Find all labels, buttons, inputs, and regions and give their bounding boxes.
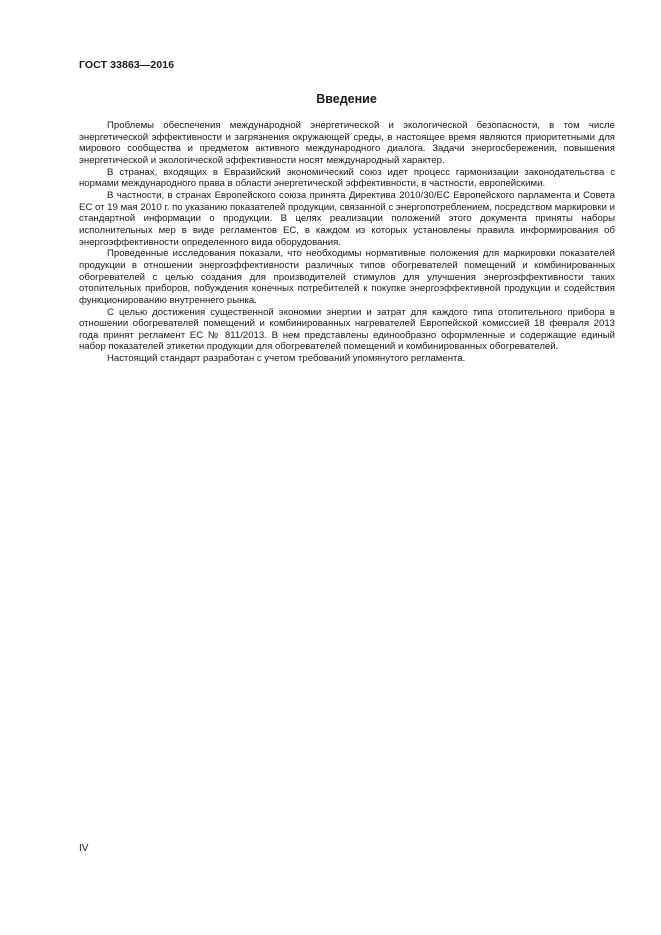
paragraph: В странах, входящих в Евразийский экономический союз идет процесс гармонизации законодательства с нормами международного права в области энергетической эффективности, в частности, европейскими. — [79, 166, 615, 190]
document-header: ГОСТ 33863—2016 — [79, 59, 175, 71]
body-text — [79, 120, 615, 365]
paragraph: В частности, в странах Европейского союза принята Директива 2010/30/ЕС Европейского парламента и Совета ЕС от 19 мая 2010 г. по указанию показателей продукции, связанной с энергопотреблением, посредством маркировки и стандартной информации о продукции. В целях реализации положений этого документа приняты наборы исполнительных мер в виде регламентов ЕС, в каждом из которых установлены правила информирования об энергоэффективности определенного вида оборудования. — [79, 189, 615, 248]
paragraph: Настоящий стандарт разработан с учетом требований упомянутого регламента. — [107, 353, 466, 365]
paragraph: С целью достижения существенной экономии энергии и затрат для каждого типа отопительного прибора в отношении обогревателей помещений и комбинированных нагревателей Европейской комиссией 18 февраля 2013 года принят регламент ЕС № 811/2013. В нем представлены единообразно оформленные и содержащие единый набор показателей этикетки продукции для обогревателей помещений и комбинированных обогревателей. — [79, 306, 615, 353]
paragraph: Проблемы обеспечения международной энергетической и экологической безопасности, в том числе энергетической эффективности и загрязнения окружающей среды, в настоящее время являются приоритетными для мирового сообщества и предметом активного международного диалога. Задачи энергосбережения, повышения энергетической и экологической эффективности носят международный характер. — [79, 120, 615, 166]
section-title: Введение — [316, 92, 377, 106]
paragraph: Проведенные исследования показали, что необходимы нормативные положения для маркировки показателей продукции в отношении энергоэффективности различных типов обогревателей помещений и комбинированных обогревателей с целью создания для производителей стимулов для улучшения энергоэффективности таких отопительных приборов, побуждения конечных потребителей к покупке энергоэффективной продукции и содействия функционированию внутреннего рынка. — [79, 248, 615, 306]
page-number: IV — [79, 843, 89, 854]
